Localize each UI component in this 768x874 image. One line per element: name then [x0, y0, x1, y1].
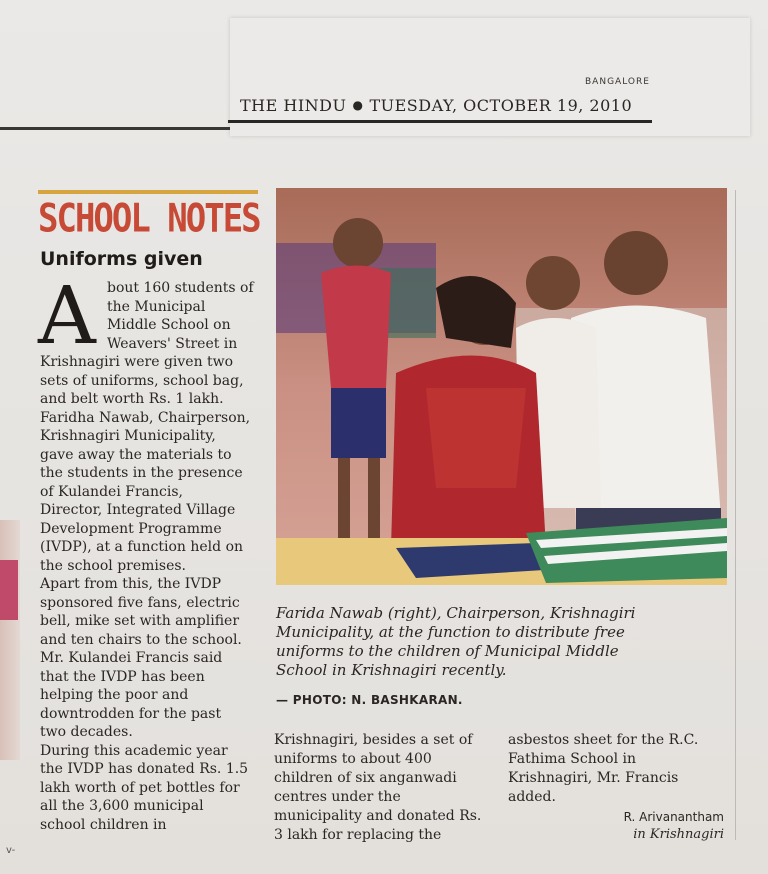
bleed-through-text — [560, 140, 574, 170]
text-line: municipality and donated Rs. — [274, 808, 482, 824]
text-line: all the 3,600 municipal — [40, 798, 204, 814]
text-line: two decades. — [40, 724, 133, 740]
text-line: the students in the presence — [40, 465, 243, 481]
bullet-icon: ● — [352, 98, 364, 112]
text-line: Director, Integrated Village — [40, 502, 236, 518]
text-line: Krishnagiri, Mr. Francis — [508, 770, 679, 786]
text-line: During this academic year — [40, 742, 228, 759]
top-rule — [0, 127, 230, 130]
photo-caption — [276, 604, 721, 680]
text-line: the IVDP has donated Rs. 1.5 — [40, 761, 249, 777]
text-line: children of six anganwadi — [274, 770, 457, 786]
text-line: of Kulandei Francis, — [40, 483, 183, 500]
text-line: the school premises. — [40, 557, 187, 574]
text-line: uniforms to the children of Municipal Middle — [276, 642, 619, 660]
byline-name: R. Arivanantham — [623, 810, 724, 824]
text-line: school children in — [40, 816, 167, 833]
text-line: downtrodden for the past — [40, 705, 222, 722]
section-banner — [38, 190, 260, 242]
text-line: Apart from this, the IVDP — [40, 576, 222, 592]
section-bar — [38, 190, 258, 194]
text-line: Middle School on — [107, 317, 231, 333]
masthead — [240, 96, 650, 115]
news-photo — [276, 188, 727, 585]
article-column-1 — [38, 269, 270, 834]
text-line: Krishnagiri Municipality, — [40, 428, 216, 444]
text-line: (IVDP), at a function held on — [40, 539, 244, 555]
text-line: added. — [508, 789, 556, 805]
text-line: bout 160 students of — [107, 280, 254, 296]
news-photo-illustration — [276, 188, 727, 585]
text-line: uniforms to about 400 — [274, 751, 432, 767]
text-line: Mr. Kulandei Francis said — [40, 650, 223, 666]
margin-mark: v- — [6, 845, 16, 856]
issue-date: TUESDAY, OCTOBER 19, 2010 — [369, 96, 633, 115]
masthead-strip — [230, 18, 750, 136]
article-column-2 — [274, 731, 496, 845]
photo-credit: — PHOTO: N. BASHKARAN. — [276, 693, 463, 707]
section-title: SCHOOL NOTES — [38, 196, 260, 242]
text-line: asbestos sheet for the R.C. — [508, 732, 699, 748]
drop-cap: A — [38, 269, 96, 362]
text-line: that the IVDP has been — [40, 668, 205, 685]
byline-place: in Krishnagiri — [633, 827, 724, 842]
text-line: Development Programme — [40, 520, 222, 537]
paper-name: THE HINDU — [240, 96, 347, 115]
text-line: the Municipal — [107, 298, 206, 315]
text-line: Farida Nawab (right), Chairperson, Krishnagiri — [276, 604, 636, 622]
text-line: Faridha Nawab, Chairperson, — [40, 409, 251, 426]
byline — [540, 808, 724, 844]
text-line: and belt worth Rs. 1 lakh. — [40, 391, 224, 407]
text-line: sets of uniforms, school bag, — [40, 372, 244, 389]
adjacent-photo-edge — [0, 520, 20, 760]
text-line: Fathima School in — [508, 751, 637, 767]
text-line: School in Krishnagiri recently. — [276, 661, 507, 679]
text-line: Municipality, at the function to distribute free — [276, 623, 625, 641]
text-line: Krishnagiri, besides a set of — [274, 732, 473, 748]
text-line: and ten chairs to the school. — [40, 631, 242, 648]
text-line: centres under the — [274, 789, 401, 805]
text-line: sponsored five fans, electric — [40, 594, 240, 611]
text-line: lakh worth of pet bottles for — [40, 779, 240, 796]
column-rule — [735, 190, 736, 840]
text-line: 3 lakh for replacing the — [274, 827, 442, 843]
text-line: Weavers' Street in — [107, 335, 238, 352]
text-line: gave away the materials to — [40, 446, 232, 463]
text-line: bell, mike set with amplifier — [40, 613, 240, 629]
edition-label: BANGALORE — [585, 77, 650, 87]
article-column-3 — [508, 731, 728, 807]
article-headline: Uniforms given — [40, 248, 203, 270]
masthead-rule — [228, 120, 652, 123]
text-line: helping the poor and — [40, 687, 189, 703]
text-line: Krishnagiri were given two — [40, 354, 234, 370]
